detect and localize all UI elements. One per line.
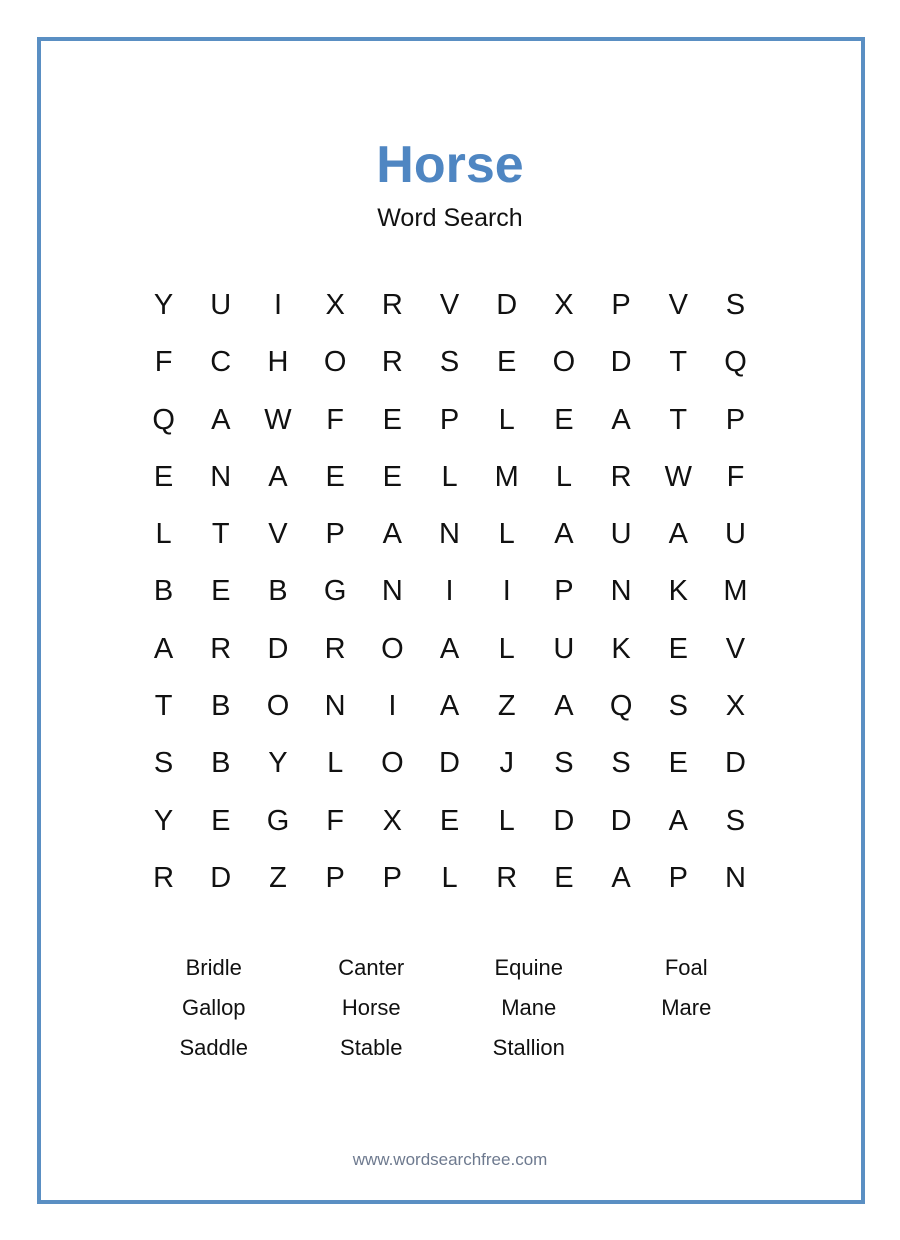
grid-cell[interactable]: D [439,747,460,780]
grid-cell[interactable]: A [611,403,631,436]
grid-cell[interactable]: E [382,460,403,493]
grid-cell[interactable]: E [554,403,574,436]
grid-cell[interactable]: N [324,690,346,723]
grid-cell[interactable]: A [668,804,688,837]
grid-cell[interactable]: I [273,289,282,321]
word-list-item: Saddle [179,1035,248,1060]
grid-cell[interactable]: N [610,575,632,608]
grid-cell[interactable]: R [496,861,518,894]
word-list-item: Mare [661,995,712,1020]
word-list-item: Horse [341,995,401,1020]
puzzle-title: Horse [376,136,524,194]
grid-cell[interactable]: S [611,747,631,780]
grid-cell[interactable]: P [668,861,688,894]
grid-cell[interactable]: P [325,518,345,551]
grid-cell[interactable]: T [669,346,688,379]
grid-cell[interactable]: A [268,460,288,493]
grid-cell[interactable]: X [382,804,403,837]
grid-cell[interactable]: W [264,403,292,436]
grid-cell[interactable]: N [439,518,460,551]
word-list-item: Bridle [185,955,242,980]
grid-cell[interactable]: S [725,289,746,321]
grid-cell[interactable]: S [554,747,574,780]
grid-cell[interactable]: C [210,346,232,379]
grid-cell[interactable]: L [498,804,515,837]
grid-cell[interactable]: E [382,403,403,436]
grid-cell[interactable]: K [611,632,631,665]
grid-cell[interactable]: L [441,460,458,493]
grid-cell[interactable]: O [323,346,347,379]
grid-cell[interactable]: E [554,861,574,894]
grid-cell[interactable]: S [153,747,174,780]
grid-cell[interactable]: E [497,346,517,379]
grid-cell[interactable]: L [155,518,172,551]
grid-cell[interactable]: Q [609,690,633,723]
word-list-item: Equine [494,955,563,980]
word-list-item: Gallop [181,995,246,1020]
grid-cell[interactable]: S [668,690,688,723]
grid-cell[interactable]: W [664,460,692,493]
grid-cell[interactable]: X [725,690,746,723]
word-list-item: Canter [338,955,405,980]
grid-cell[interactable]: O [381,747,404,780]
grid-cell[interactable]: T [669,403,688,436]
word-list-item: Stable [340,1035,403,1060]
grid-cell[interactable]: B [268,575,288,608]
grid-cell[interactable]: U [610,518,632,551]
grid-cell[interactable]: F [726,460,745,493]
grid-cell[interactable]: B [153,575,174,608]
grid-cell[interactable]: S [439,346,460,379]
grid-cell[interactable]: E [211,804,231,837]
grid-cell[interactable]: P [439,403,460,436]
grid-cell[interactable]: Y [268,747,288,780]
word-list-item: Foal [664,955,708,980]
grid-cell[interactable]: N [381,575,403,608]
grid-cell[interactable]: I [388,690,397,723]
grid-cell[interactable]: A [211,403,231,436]
grid-cell[interactable]: D [210,861,232,894]
grid-cell[interactable]: R [153,861,175,894]
grid-cell[interactable]: L [555,460,572,493]
grid-cell[interactable]: F [154,346,173,379]
grid-cell[interactable]: R [381,346,403,379]
grid-cell[interactable]: D [724,747,746,780]
grid-cell[interactable]: K [668,575,688,608]
grid-cell[interactable]: L [498,518,515,551]
word-list-item: Mane [501,995,557,1020]
grid-cell[interactable]: A [668,518,688,551]
grid-cell[interactable]: V [268,518,288,551]
grid-cell[interactable]: J [499,747,514,780]
grid-cell[interactable]: T [154,690,173,723]
grid-cell[interactable]: O [381,632,404,665]
grid-cell[interactable]: H [267,346,289,379]
grid-cell[interactable]: M [723,575,748,608]
footer-url[interactable]: www.wordsearchfree.com [352,1150,548,1169]
grid-cell[interactable]: E [153,460,174,493]
grid-cell[interactable]: R [610,460,632,493]
grid-cell[interactable]: E [211,575,231,608]
grid-cell[interactable]: A [153,632,174,665]
grid-cell[interactable]: P [725,403,746,436]
grid-cell[interactable]: A [611,861,631,894]
grid-cell[interactable]: L [327,747,344,780]
grid-cell[interactable]: R [381,289,403,321]
grid-cell[interactable]: O [266,690,290,723]
grid-cell[interactable]: U [553,632,575,665]
grid-cell[interactable]: A [439,632,460,665]
grid-cell[interactable]: X [554,289,574,321]
word-list [135,952,765,1072]
grid-cell[interactable]: D [553,804,575,837]
puzzle-subtitle: Word Search [377,204,523,232]
grid-cell[interactable]: P [554,575,574,608]
grid-cell[interactable]: U [210,289,232,321]
grid-cell[interactable]: Q [152,403,175,436]
grid-cell[interactable]: B [211,690,231,723]
grid-cell[interactable]: D [496,289,518,321]
grid-cell[interactable]: S [725,804,746,837]
grid-cell[interactable]: P [325,861,345,894]
grid-cell[interactable]: E [668,747,688,780]
grid-cell[interactable]: D [610,346,632,379]
grid-cell[interactable]: A [554,690,574,723]
grid-cell[interactable]: A [554,518,574,551]
grid-cell[interactable]: N [210,460,232,493]
grid-cell[interactable]: U [724,518,746,551]
grid-cell[interactable]: A [382,518,403,551]
word-list-item: Stallion [492,1035,565,1060]
grid-cell[interactable]: I [445,575,454,608]
grid-cell[interactable]: Z [269,861,287,894]
grid-cell[interactable]: F [326,403,345,436]
grid-cell[interactable]: L [498,632,515,665]
grid-cell[interactable]: L [441,861,458,894]
grid-cell[interactable]: A [439,690,460,723]
grid-cell[interactable]: P [382,861,403,894]
grid-cell[interactable]: E [668,632,688,665]
grid-cell[interactable]: V [439,289,460,321]
grid-cell[interactable]: X [325,289,345,321]
grid-cell[interactable]: Z [497,690,516,723]
grid-cell[interactable]: N [724,861,746,894]
grid-cell[interactable]: Y [153,289,174,321]
grid-cell[interactable]: Q [724,346,747,379]
grid-cell[interactable]: V [668,289,688,321]
grid-cell[interactable]: E [439,804,460,837]
grid-cell[interactable]: P [611,289,631,321]
grid-cell[interactable]: F [326,804,345,837]
grid-cell[interactable]: O [552,346,576,379]
grid-cell[interactable]: R [324,632,346,665]
grid-cell[interactable]: D [610,804,632,837]
grid-cell[interactable]: D [267,632,289,665]
grid-cell[interactable]: T [211,518,230,551]
grid-cell[interactable]: Y [153,804,174,837]
grid-cell[interactable]: E [325,460,345,493]
grid-cell[interactable]: L [498,403,515,436]
grid-cell[interactable]: G [323,575,347,608]
grid-cell[interactable]: M [494,460,519,493]
letter-grid [135,277,765,907]
grid-cell[interactable]: R [210,632,232,665]
grid-cell[interactable]: V [725,632,746,665]
grid-cell[interactable]: B [211,747,231,780]
grid-cell[interactable]: I [502,575,511,608]
grid-cell[interactable]: G [266,804,290,837]
